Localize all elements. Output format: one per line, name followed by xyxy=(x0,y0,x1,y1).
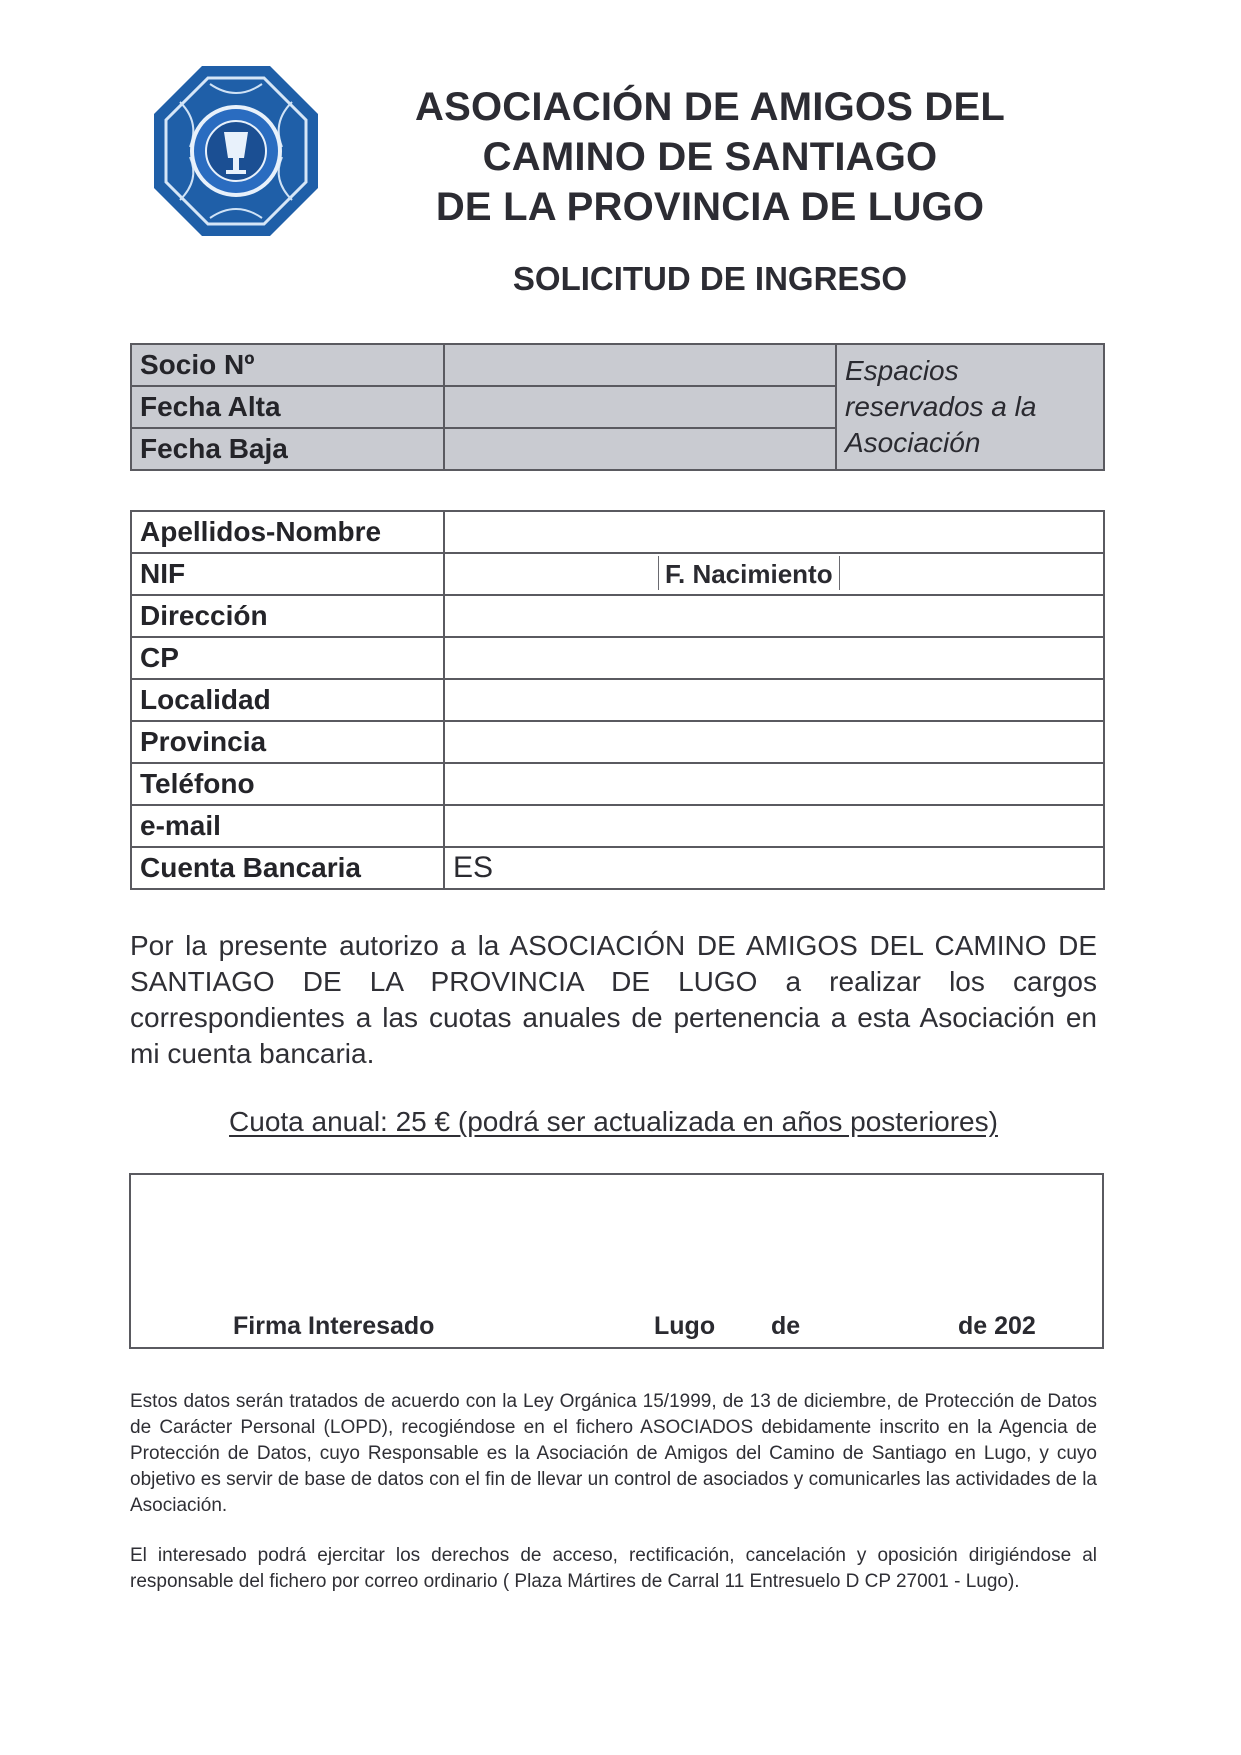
annual-fee-text: Cuota anual: 25 € (podrá ser actualizada en años posteriores) xyxy=(229,1106,998,1137)
table-row xyxy=(131,679,1104,721)
authorization-text: Por la presente autorizo a la ASOCIACIÓN DE AMIGOS DEL CAMINO DE SANTIAGO DE LA PROVINCIA DE LUGO a realizar los cargos correspondientes a las cuotas anuales de pertenencia a esta Asociación en mi cuenta bancaria. xyxy=(130,930,1097,1069)
signature-place: Lugo xyxy=(654,1312,716,1340)
rights-notice: El interesado podrá ejercitar los derechos de acceso, rectificación, cancelación y oposición dirigiéndose al responsable del fichero por correo ordinario ( Plaza Mártires de Carral 11 Entresuelo D CP 27001 - Lugo). xyxy=(130,1545,1097,1592)
member-number-field[interactable] xyxy=(444,344,836,386)
province-label: Provincia xyxy=(131,721,444,763)
org-name-line-2: CAMINO DE SANTIAGO xyxy=(482,135,938,179)
table-row xyxy=(131,511,1104,553)
signature-box[interactable] xyxy=(129,1173,1104,1349)
table-row xyxy=(131,805,1104,847)
email-label: e-mail xyxy=(131,805,444,847)
email-field[interactable] xyxy=(444,805,1104,847)
locality-label: Localidad xyxy=(131,679,444,721)
data-protection-notice: Estos datos serán tratados de acuerdo con la Ley Orgánica 15/1999, de 13 de diciembre, de Protección de Datos de Carácter Personal (LOPD), recogiéndose en el fichero ASOCIADOS debidamente inscrito en la Agencia de Protección de Datos, cuyo Responsable es la Asociación de Amigos del Camino de Santiago en Lugo, y cuyo objetivo es servir de base de datos con el fin de llevar un control de asociados y comunicarles las actividades de la Asociación. xyxy=(130,1391,1097,1516)
admin-reserved-table xyxy=(130,343,1105,471)
address-label: Dirección xyxy=(131,595,444,637)
org-name-line-3: DE LA PROVINCIA DE LUGO xyxy=(435,185,985,229)
province-field[interactable] xyxy=(444,721,1104,763)
registration-date-label: Fecha Alta xyxy=(131,386,444,428)
table-row xyxy=(131,553,1104,595)
locality-field[interactable] xyxy=(444,679,1104,721)
signature-de-day: de xyxy=(771,1312,801,1340)
form-title: SOLICITUD DE INGRESO xyxy=(512,260,908,297)
nif-field[interactable] xyxy=(444,553,1104,595)
bank-account-field[interactable]: ES xyxy=(444,847,1104,889)
cancellation-date-label: Fecha Baja xyxy=(131,428,444,470)
birth-date-label: F. Nacimiento xyxy=(658,556,840,590)
postal-code-label: CP xyxy=(131,637,444,679)
registration-date-field[interactable] xyxy=(444,386,836,428)
association-seal-icon xyxy=(150,62,322,240)
bank-account-label: Cuenta Bancaria xyxy=(131,847,444,889)
admin-note: Espacios reservados a la Asociación xyxy=(836,344,1104,470)
postal-code-field[interactable] xyxy=(444,637,1104,679)
nif-label: NIF xyxy=(131,553,444,595)
signature-year: de 202 xyxy=(958,1312,1036,1340)
table-row xyxy=(131,763,1104,805)
organization-header xyxy=(355,82,1065,232)
full-name-label: Apellidos-Nombre xyxy=(131,511,444,553)
org-name-line-1: ASOCIACIÓN DE AMIGOS DEL xyxy=(414,85,1005,129)
address-field[interactable] xyxy=(444,595,1104,637)
table-row xyxy=(131,847,1104,889)
table-row xyxy=(131,595,1104,637)
phone-label: Teléfono xyxy=(131,763,444,805)
table-row xyxy=(131,721,1104,763)
annual-fee xyxy=(130,1106,1097,1138)
table-row xyxy=(131,344,1104,386)
association-logo xyxy=(150,62,322,240)
member-number-label: Socio Nº xyxy=(131,344,444,386)
table-row xyxy=(131,637,1104,679)
personal-data-table xyxy=(130,510,1105,890)
phone-field[interactable] xyxy=(444,763,1104,805)
signature-label: Firma Interesado xyxy=(233,1312,435,1340)
full-name-field[interactable] xyxy=(444,511,1104,553)
cancellation-date-field[interactable] xyxy=(444,428,836,470)
